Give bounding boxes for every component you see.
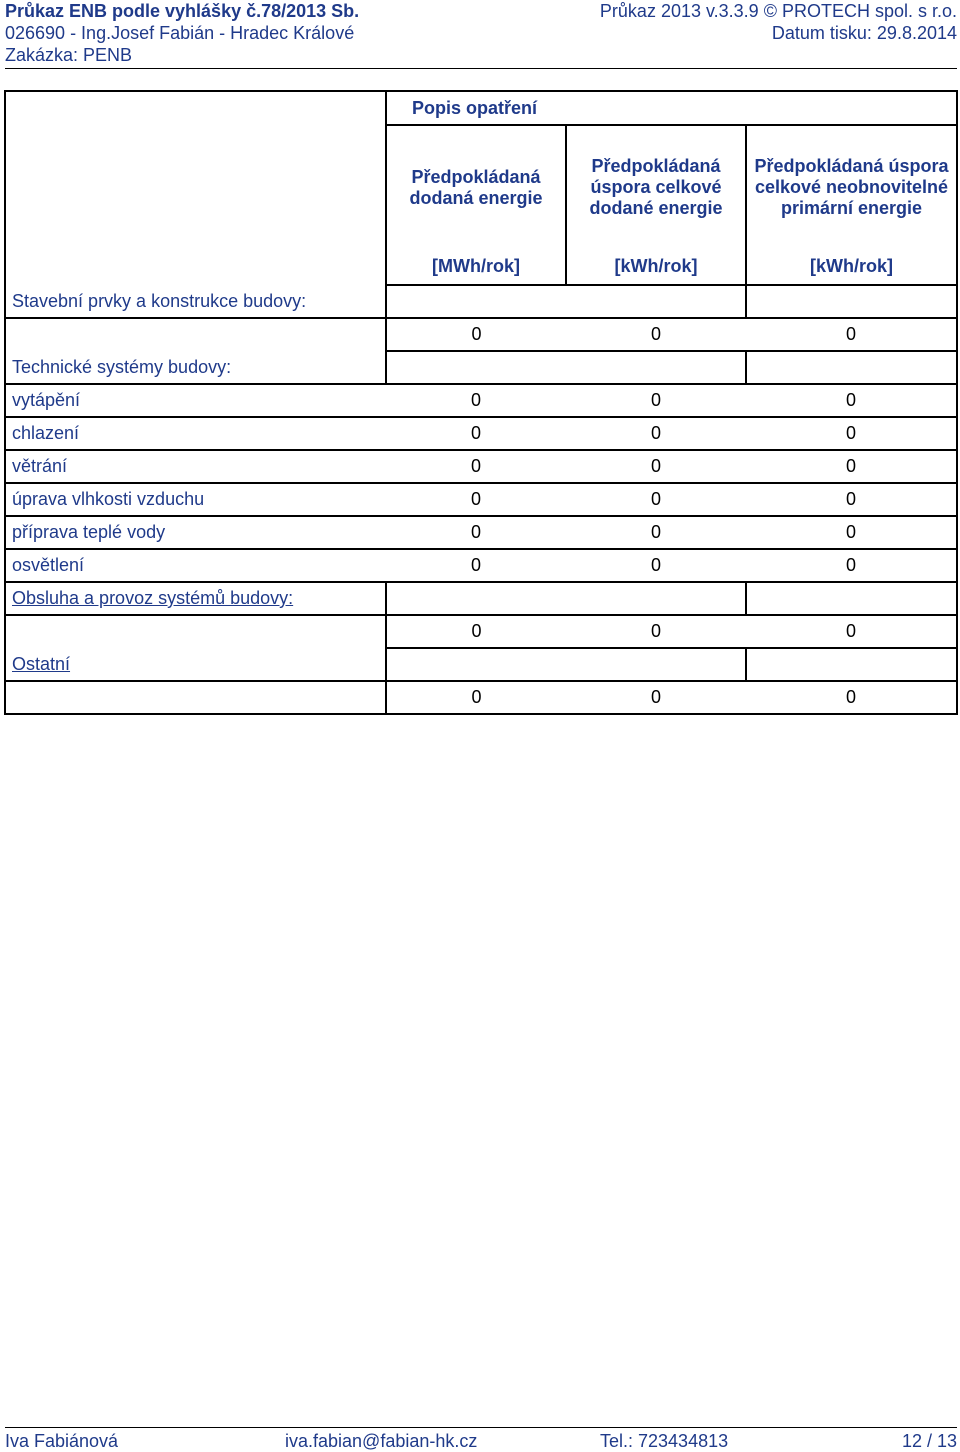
- value-delivered-saving: 0: [566, 681, 746, 714]
- column-header-row: [5, 125, 957, 249]
- system-label: osvětlení: [5, 549, 386, 582]
- value-primary-saving: 0: [746, 417, 957, 450]
- value-delivered-saving: 0: [566, 417, 746, 450]
- author-line: 026690 - Ing.Josef Fabián - Hradec Králové: [5, 23, 355, 43]
- value-delivered-saving: 0: [566, 318, 746, 351]
- table-caption-row: [5, 91, 957, 125]
- system-label: chlazení: [5, 417, 386, 450]
- table-row: [5, 615, 957, 648]
- table-row: [5, 450, 957, 483]
- value-primary-saving: 0: [746, 549, 957, 582]
- table-row: [5, 483, 957, 516]
- system-label: větrání: [5, 450, 386, 483]
- value-delivered: 0: [386, 450, 566, 483]
- order-label: Zakázka: PENB: [5, 45, 133, 65]
- software-info: Průkaz 2013 v.3.3.9 © PROTECH spol. s r.o.: [599, 1, 957, 21]
- document-title: Průkaz ENB podle vyhlášky č.78/2013 Sb.: [5, 1, 360, 21]
- table-row: [5, 318, 957, 351]
- value-delivered-saving: 0: [566, 483, 746, 516]
- system-label: úprava vlhkosti vzduchu: [5, 483, 386, 516]
- value-primary-saving: 0: [746, 681, 957, 714]
- value-delivered-saving: 0: [566, 450, 746, 483]
- measures-table: [4, 90, 958, 715]
- value-delivered: 0: [386, 318, 566, 351]
- footer-phone: Tel.: 723434813: [600, 1431, 729, 1451]
- value-primary-saving: 0: [746, 318, 957, 351]
- page-footer: [5, 1427, 957, 1452]
- system-label: příprava teplé vody: [5, 516, 386, 549]
- column-unit: [kWh/rok]: [566, 249, 746, 285]
- section-row-building: [5, 285, 957, 318]
- page-number: 12 / 13: [901, 1431, 957, 1451]
- column-header-delivered-saving: Předpokládaná úspora celkové dodané energie: [566, 125, 746, 249]
- value-delivered-saving: 0: [566, 384, 746, 417]
- section-row-other: [5, 648, 957, 681]
- value-primary-saving: 0: [746, 483, 957, 516]
- section-label-other: Ostatní: [5, 648, 386, 681]
- section-label-technical: Technické systémy budovy:: [5, 351, 386, 384]
- footer-email: iva.fabian@fabian-hk.cz: [285, 1431, 478, 1451]
- table-row: [5, 384, 957, 417]
- section-row-technical: [5, 351, 957, 384]
- system-label: vytápění: [5, 384, 386, 417]
- value-delivered-saving: 0: [566, 516, 746, 549]
- table-caption: Popis opatření: [386, 91, 746, 125]
- value-delivered-saving: 0: [566, 615, 746, 648]
- value-delivered: 0: [386, 516, 566, 549]
- column-unit: [MWh/rok]: [386, 249, 566, 285]
- value-delivered: 0: [386, 417, 566, 450]
- value-delivered: 0: [386, 384, 566, 417]
- table-row: [5, 681, 957, 714]
- table-row: [5, 549, 957, 582]
- value-primary-saving: 0: [746, 384, 957, 417]
- page-header: [5, 0, 957, 69]
- value-delivered: 0: [386, 549, 566, 582]
- column-unit: [kWh/rok]: [746, 249, 957, 285]
- value-primary-saving: 0: [746, 615, 957, 648]
- value-delivered: 0: [386, 483, 566, 516]
- column-header-delivered: Předpokládaná dodaná energie: [386, 125, 566, 249]
- value-primary-saving: 0: [746, 516, 957, 549]
- value-delivered: 0: [386, 681, 566, 714]
- table-row: [5, 417, 957, 450]
- value-delivered-saving: 0: [566, 549, 746, 582]
- column-header-primary-saving: Předpokládaná úspora celkové neobnovitelné primární energie: [746, 125, 957, 249]
- table-row: [5, 516, 957, 549]
- column-unit-row: [5, 249, 957, 285]
- print-date: Datum tisku: 29.8.2014: [771, 23, 957, 43]
- footer-name: Iva Fabiánová: [5, 1431, 119, 1451]
- value-delivered: 0: [386, 615, 566, 648]
- section-row-operation: [5, 582, 957, 615]
- value-primary-saving: 0: [746, 450, 957, 483]
- section-label-building: Stavební prvky a konstrukce budovy:: [5, 285, 386, 318]
- section-label-operation: Obsluha a provoz systémů budovy:: [5, 582, 386, 615]
